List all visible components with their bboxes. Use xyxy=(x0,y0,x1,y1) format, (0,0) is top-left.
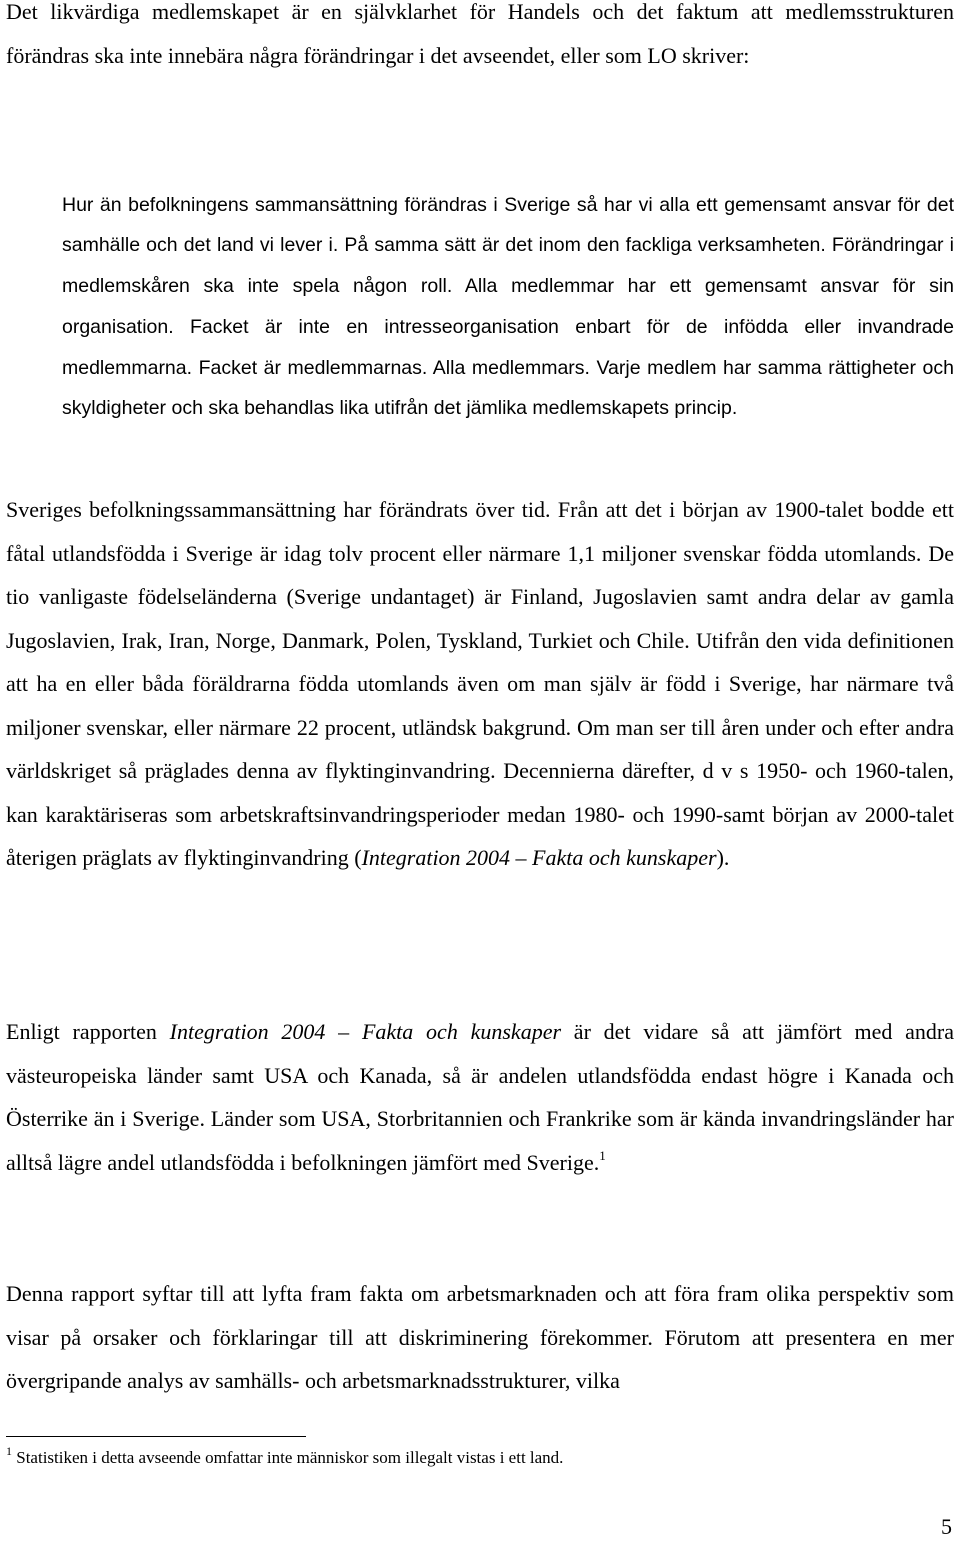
footnote-ref[interactable]: 1 xyxy=(599,1147,606,1163)
comparison-text: är det vidare så att jämfört med andra västeuropeiska länder samt USA och Kanada, så är andelen utlandsfödda endast högre i Kanada och Österrike än i Sverige. Länder som USA, Storbritannien och Frankrike som är kända invandringsländer har alltså lägre andel utlandsfödda i befolkningen jämfört med Sverige. xyxy=(6,1019,954,1175)
footnote-divider xyxy=(6,1436,306,1437)
intro-paragraph xyxy=(6,0,954,77)
citation-title-2: Integration 2004 – Fakta och kunskaper xyxy=(169,1019,562,1044)
intro-text: Det likvärdiga medlemskapet är en självklarhet för Handels och det faktum att medlemsstrukturen förändras ska inte innebära några förändringar i det avseendet, eller som LO skriver: xyxy=(6,0,954,68)
purpose-text: Denna rapport syftar till att lyfta fram fakta om arbetsmarknaden och att föra fram olika perspektiv som visar på orsaker och förklaringar till att diskriminering förekommer. Förutom att presentera en mer övergripande analys av samhälls- och arbetsmarknadsstrukturer, vilka xyxy=(6,1281,954,1393)
citation-close: ). xyxy=(716,845,730,870)
comparison-start: Enligt rapporten xyxy=(6,1019,170,1044)
footnote-text: Statistiken i detta avseende omfattar inte människor som illegalt vistas i ett land. xyxy=(12,1448,564,1467)
quote-text: Hur än befolkningens sammansättning förändras i Sverige så har vi alla ett gemensamt ansvar för det samhälle och det land vi lever i. På samma sätt är det inom den fackliga verksamheten. Förändringar i medlemskåren ska inte spela någon roll. Alla medlemmar har ett gemensamt ansvar för sin organisation. Facket är inte en intresseorganisation enbart för de infödda eller invandrade medlemmarna. Facket är medlemmarnas. Alla medlemmars. Varje medlem har samma rättigheter och skyldigheter och ska behandlas lika utifrån det jämlika medlemskapets princip. xyxy=(62,193,954,420)
citation-title: Integration 2004 – Fakta och kunskaper xyxy=(361,845,717,870)
footnote-number: 1 xyxy=(6,1444,12,1458)
comparison-paragraph xyxy=(6,1010,954,1184)
page-number: 5 xyxy=(941,1514,952,1539)
population-text: Sveriges befolkningssammansättning har förändrats över tid. Från att det i början av 1900-talet bodde ett fåtal utlandsfödda i Sverige är idag tolv procent eller närmare 1,1 miljoner svenskar födda utomlands. De tio vanligaste födelseländerna (Sverige undantaget) är Finland, Jugoslavien samt andra delar av gamla Jugoslavien, Irak, Iran, Norge, Danmark, Polen, Tyskland, Turkiet och Chile. Utifrån den vida definitionen att ha en eller båda föräldrarna födda utomlands även om man själv är född i Sverige, har närmare två miljoner svenskar, eller närmare 22 procent, utländsk bakgrund. Om man ser till åren under och efter andra världskriget så präglades denna av flyktinginvandring. Decennierna därefter, d v s 1950- och 1960-talen, kan karaktäriseras som arbetskraftsinvandringsperioder medan 1980- och 1990-samt början av 2000-talet återigen präglats av flyktinginvandring ( xyxy=(6,497,954,870)
footnote xyxy=(6,1446,946,1470)
population-paragraph xyxy=(6,488,954,880)
lo-quote-block xyxy=(62,185,954,430)
purpose-paragraph xyxy=(6,1272,954,1403)
